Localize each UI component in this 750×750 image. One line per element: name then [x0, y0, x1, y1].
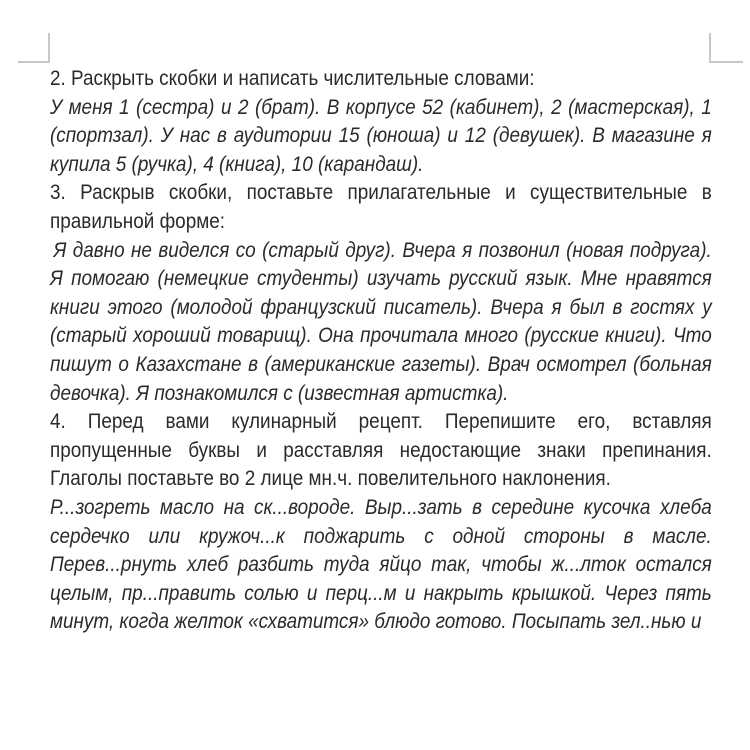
task-4-text: Р...зогреть масло на ск...вороде. Выр...зать в середине кусочка хлеба сердечко или кружоч...к поджарить с одной стороны в масле. Перев...рнуть хлеб разбить туда яйцо так, чтобы ж...лток остался целым, пр...править солью и перц...м и накрыть крышкой. Через пять минут, когда желток «схватится» блюдо готово. Посыпать зел..нью и	[50, 494, 712, 634]
task-4-heading: 4. Перед вами кулинарный рецепт. Перепишите его, вставляя пропущенные буквы и расставляя недостающие знаки препинания. Глаголы поставьте во 2 лице мн.ч. повелительного наклонения.	[50, 409, 712, 491]
document-page	[50, 64, 712, 636]
page-corner-mark-right	[709, 33, 743, 63]
page-corner-mark-left	[18, 33, 50, 63]
task-2-text: У меня 1 (сестра) и 2 (брат). В корпусе 52 (кабинет), 2 (мастерская), 1 (спортзал). У нас в аудитории 15 (юноша) и 12 (девушек). В магазине я купила 5 (ручка), 4 (книга), 10 (карандаш).	[50, 94, 712, 176]
task-3-text: Я давно не виделся со (старый друг). Вчера я позвонил (новая подруга). Я помогаю (немецкие студенты) изучать русский язык. Мне нравятся книги этого (молодой французский писатель). Вчера я был в гостях у (старый хороший товарищ). Она прочитала много (русские книги). Что пишут о Казахстане в (американские газеты). Врач осмотрел (больная девочка). Я познакомился с (известная артистка).	[50, 237, 712, 405]
task-3-heading: 3. Раскрыв скобки, поставьте прилагательные и существительные в правильной форме:	[50, 180, 712, 233]
task-2-heading: 2. Раскрыть скобки и написать числительные словами:	[50, 66, 535, 90]
